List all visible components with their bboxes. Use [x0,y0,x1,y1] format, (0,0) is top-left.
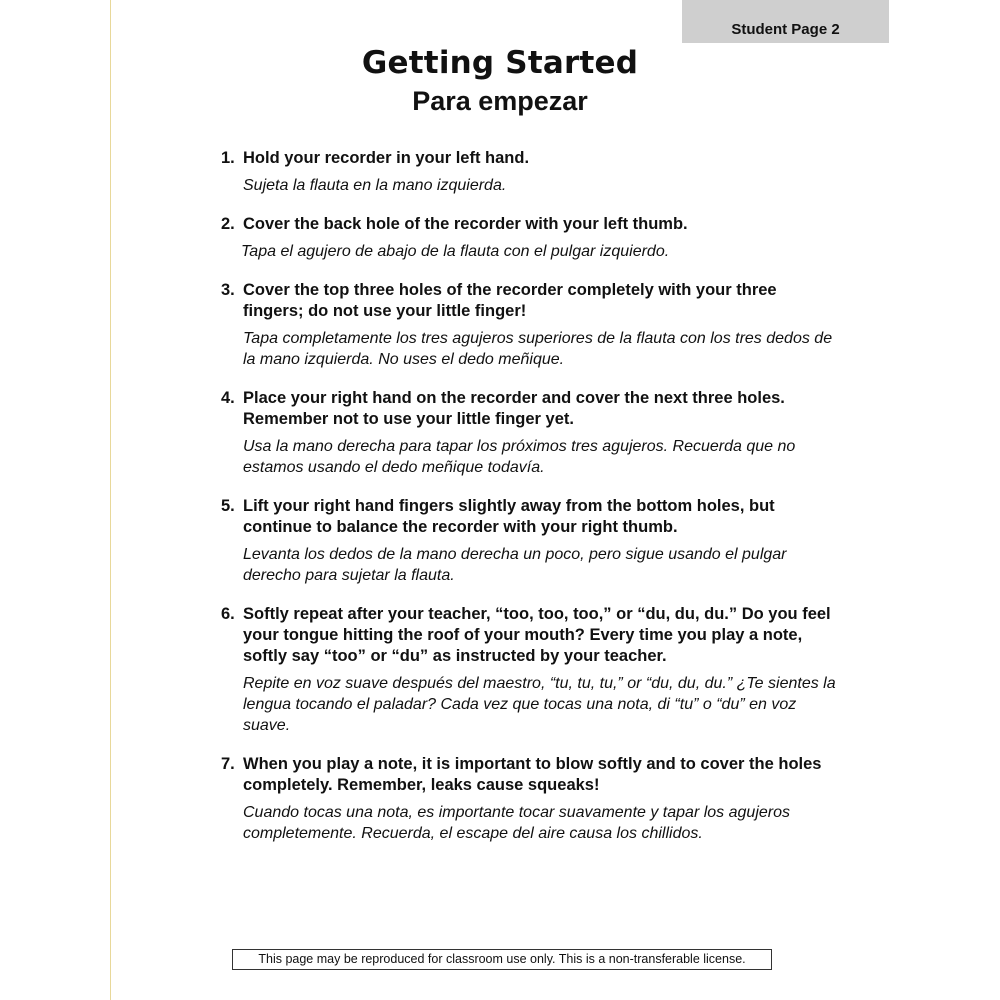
step-english-text: Cover the back hole of the recorder with your left thumb. [243,215,688,233]
page-number-tab: Student Page 2 [682,0,889,43]
step-body [243,604,841,736]
page-title: Getting Started [361,45,639,81]
step-number: 5. [221,497,235,515]
step-4 [221,388,841,478]
step-spanish-text: Tapa completamente los tres agujeros superiores de la flauta con los tres dedos de la mano izquierda. No uses el dedo meñique. [243,330,833,368]
step-5 [221,496,841,586]
step-number: 3. [221,281,235,299]
step-english-text: Place your right hand on the recorder and cover the next three holes. Remember not to use your little finger yet. [243,389,785,428]
instruction-steps [221,148,841,844]
step-body [243,754,841,844]
step-7 [221,754,841,844]
step-english-text: When you play a note, it is important to blow softly and to cover the holes completely. Remember, leaks cause squeaks! [243,755,822,794]
step-spanish-text: Repite en voz suave después del maestro, “tu, tu, tu,” or “du, du, du.” ¿Te sientes la lengua tocando el paladar? Cada vez que tocas una nota, di “tu” o “du” en voz suave. [243,675,836,734]
step-english-text: Softly repeat after your teacher, “too, too, too,” or “du, du, du.” Do you feel your tongue hitting the roof of your mouth? Every time you play a note, softly say “too” or “du” as instructed by your teacher. [243,605,831,665]
step-body [243,496,841,586]
step-body [243,280,841,370]
step-spanish-text: Levanta los dedos de la mano derecha un poco, pero sigue usando el pulgar derecho para sujetar la flauta. [243,546,787,584]
step-1 [221,148,841,196]
step-spanish-text: Sujeta la flauta en la mano izquierda. [243,177,507,194]
step-number: 1. [221,149,235,167]
step-body [243,214,841,262]
step-2 [221,214,841,262]
step-spanish-text: Cuando tocas una nota, es importante tocar suavamente y tapar los agujeros completemente. Recuerda, el escape del aire causa los chillidos. [243,804,790,842]
step-english-text: Lift your right hand fingers slightly away from the bottom holes, but continue to balance the recorder with your right thumb. [243,497,775,536]
step-spanish-text: Usa la mano derecha para tapar los próximos tres agujeros. Recuerda que no estamos usando el dedo meñique todavía. [243,438,796,476]
step-body [243,148,841,196]
step-body [243,388,841,478]
step-english-text: Hold your recorder in your left hand. [243,149,530,167]
step-3 [221,280,841,370]
step-english-text: Cover the top three holes of the recorder completely with your three fingers; do not use your little finger! [243,281,777,320]
step-number: 4. [221,389,235,407]
license-notice: This page may be reproduced for classroom use only. This is a non-transferable license. [232,949,772,970]
step-6 [221,604,841,736]
page-margin-line [110,0,111,1000]
step-number: 2. [221,215,235,233]
step-number: 6. [221,605,235,623]
step-spanish-text: Tapa el agujero de abajo de la flauta con el pulgar izquierdo. [241,243,670,260]
page-subtitle: Para empezar [412,86,588,116]
step-number: 7. [221,755,235,773]
